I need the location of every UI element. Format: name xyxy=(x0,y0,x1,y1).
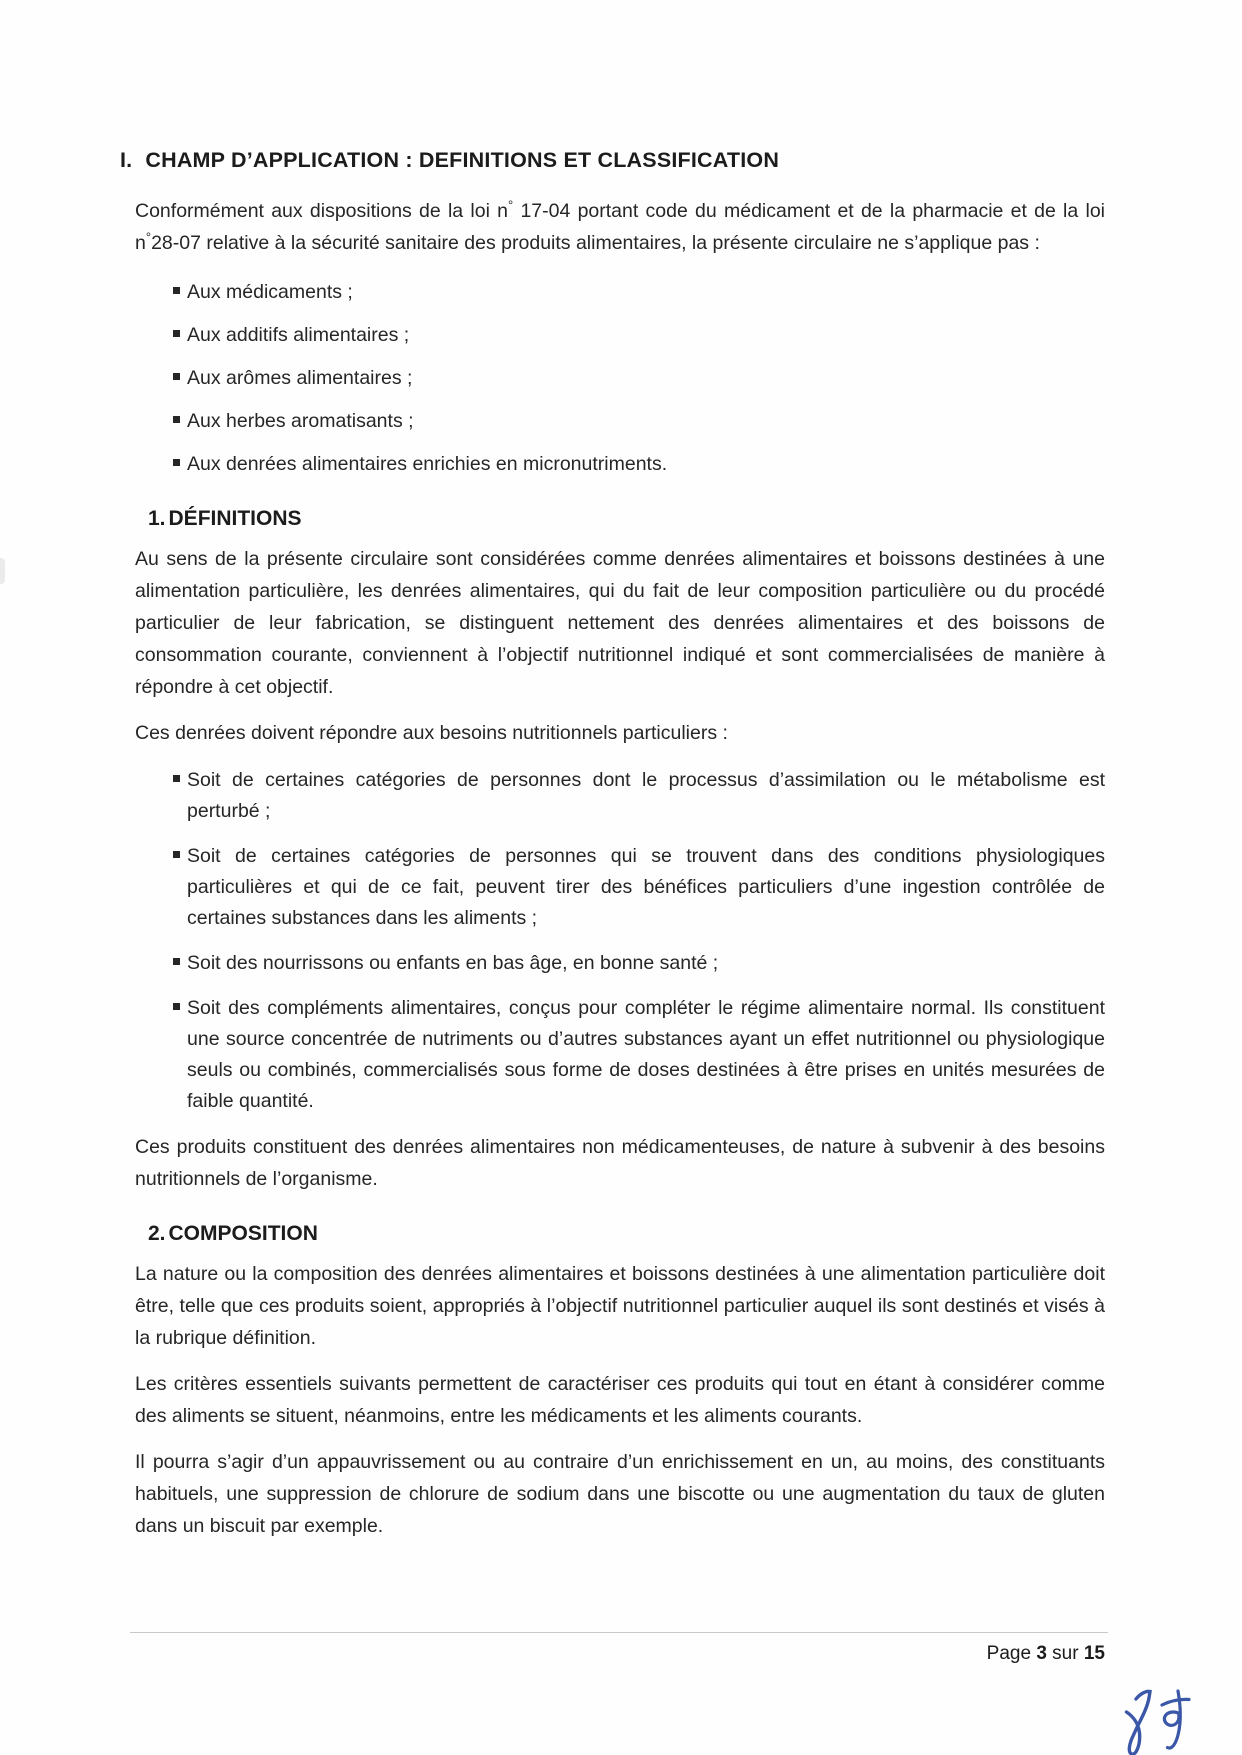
list-item-text: Aux additifs alimentaires ; xyxy=(187,324,410,346)
list-item xyxy=(135,320,1105,351)
square-bullet-icon xyxy=(173,416,180,423)
exclusion-list xyxy=(135,277,1105,480)
square-bullet-icon xyxy=(173,373,180,380)
definitions-paragraph-3: Ces produits constituent des denrées alimentaires non médicamenteuses, de nature à subvenir à des besoins nutritionnels de l’organisme. xyxy=(135,1136,1105,1190)
intro-text-3: 28-07 relative à la sécurité sanitaire des produits alimentaires, la présente circulaire ne s’applique pas : xyxy=(151,232,1040,254)
square-bullet-icon xyxy=(173,459,180,466)
list-item xyxy=(135,449,1105,480)
footer-divider xyxy=(130,1632,1108,1633)
scan-artifact xyxy=(0,558,5,584)
definitions-paragraph-2: Ces denrées doivent répondre aux besoins nutritionnels particuliers : xyxy=(135,722,728,744)
square-bullet-icon xyxy=(173,851,180,858)
main-section-heading xyxy=(120,148,1105,173)
square-bullet-icon xyxy=(173,775,180,782)
list-item-text: Aux herbes aromatisants ; xyxy=(187,410,414,432)
list-item-text: Soit des compléments alimentaires, conçus pour compléter le régime alimentaire normal. Ils constituent une source concentrée de nutriments ou d’autres substances ayant un effet nutritionnel ou physiologique seuls ou combinés, commercialisés sous forme de doses destinées à être prises en unités mesurées de faible quantité. xyxy=(187,997,1105,1112)
composition-paragraph-1: La nature ou la composition des denrées alimentaires et boissons destinées à une alimentation particulière doit être, telle que ces produits soient, appropriés à l’objectif nutritionnel particulier auquel ils sont destinés et visés à la rubrique définition. xyxy=(135,1263,1105,1349)
list-item xyxy=(135,363,1105,394)
intro-text-1: Conformément aux dispositions de la loi n xyxy=(135,200,508,222)
intro-text-2: 17-04 portant code du médicament et de la pharmacie et de la loi n xyxy=(135,200,1105,254)
square-bullet-icon xyxy=(173,958,180,965)
heading-title: DÉFINITIONS xyxy=(168,507,302,530)
list-item-text: Aux arômes alimentaires ; xyxy=(187,367,413,389)
definitions-heading xyxy=(148,506,1105,531)
total-pages: 15 xyxy=(1083,1643,1105,1664)
square-bullet-icon xyxy=(173,1003,180,1010)
list-item-text: Aux médicaments ; xyxy=(187,281,353,303)
composition-paragraph-3: Il pourra s’agir d’un appauvrissement ou au contraire d’un enrichissement en un, au moins, des constituants habituels, une suppression de chlorure de sodium dans une biscotte ou une augmentation du taux de gluten dans un biscuit par exemple. xyxy=(135,1451,1105,1537)
page-label: Page xyxy=(986,1643,1032,1664)
square-bullet-icon xyxy=(173,287,180,294)
list-item xyxy=(135,841,1105,934)
composition-paragraph-2: Les critères essentiels suivants permettent de caractériser ces produits qui tout en étant à considérer comme des aliments se situent, néanmoins, entre les médicaments et les aliments courants. xyxy=(135,1373,1105,1427)
list-item xyxy=(135,993,1105,1117)
definitions-paragraph-1: Au sens de la présente circulaire sont considérées comme denrées alimentaires et boissons destinées à une alimentation particulière, les denrées alimentaires, qui du fait de leur composition particulière ou du procédé particulier de leur fabrication, se distinguent nettement des denrées alimentaires et des boissons de consommation courante, conviennent à l’objectif nutritionnel indiqué et sont commercialisées de manière à répondre à cet objectif. xyxy=(135,548,1105,698)
heading-numeral: I. xyxy=(120,148,133,172)
intro-paragraph xyxy=(135,195,1105,259)
list-item-text: Soit des nourrissons ou enfants en bas âge, en bonne santé ; xyxy=(187,952,719,974)
list-item xyxy=(135,765,1105,827)
handwritten-signature xyxy=(1112,1684,1212,1755)
heading-title: COMPOSITION xyxy=(168,1222,318,1245)
list-item xyxy=(135,406,1105,437)
document-content xyxy=(120,0,1105,1542)
current-page: 3 xyxy=(1036,1643,1047,1664)
composition-heading xyxy=(148,1221,1105,1246)
degree-superscript: ° xyxy=(145,229,152,245)
list-item-text: Soit de certaines catégories de personnes qui se trouvent dans des conditions physiologiques particulières et qui de ce fait, peuvent tirer des bénéfices particuliers d’une ingestion contrôlée de certaines substances dans les aliments ; xyxy=(187,845,1105,929)
list-item-text: Soit de certaines catégories de personnes dont le processus d’assimilation ou le métabolisme est perturbé ; xyxy=(187,769,1105,822)
heading-number: 1. xyxy=(148,507,166,530)
square-bullet-icon xyxy=(173,330,180,337)
list-item xyxy=(135,277,1105,308)
list-item xyxy=(135,948,1105,979)
page-number xyxy=(987,1643,1105,1665)
heading-title: CHAMP D’APPLICATION : DEFINITIONS ET CLASSIFICATION xyxy=(145,148,780,172)
list-item-text: Aux denrées alimentaires enrichies en micronutriments. xyxy=(187,453,668,475)
degree-superscript: ° xyxy=(508,197,514,213)
page-separator: sur xyxy=(1052,1643,1079,1664)
nutritional-needs-list xyxy=(135,765,1105,1117)
heading-number: 2. xyxy=(148,1222,166,1245)
